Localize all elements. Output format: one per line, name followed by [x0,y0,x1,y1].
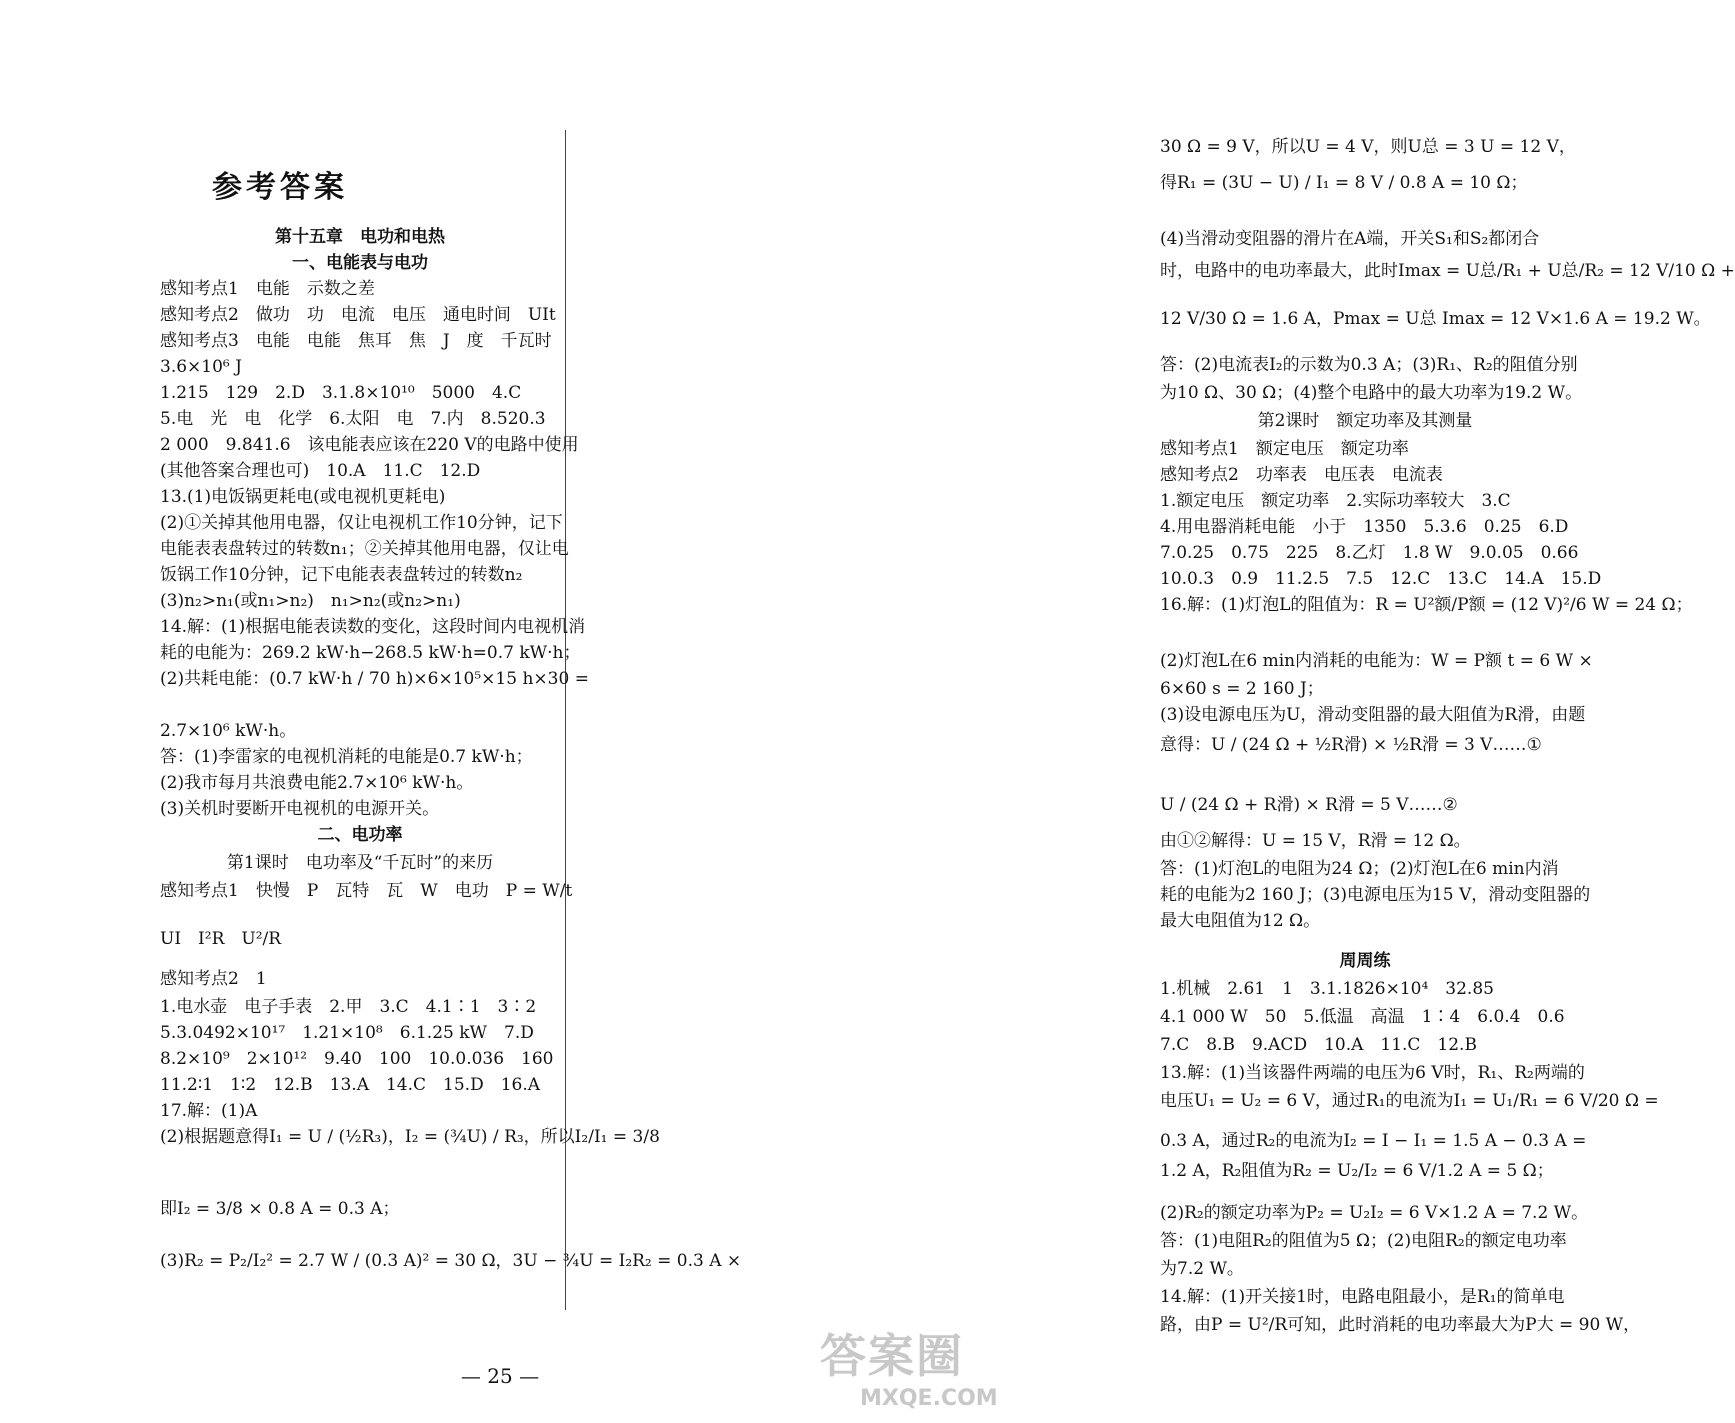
watermark-text: 答案圈 [820,1329,964,1383]
left-line: 二、电功率 [317,825,403,845]
right-line: 14.解：(1)开关接1时，电路电阻最小，是R₁的简单电 [1160,1287,1565,1307]
right-line: U / (24 Ω + R滑) × R滑 = 5 V……② [1160,795,1458,815]
watermark-url: MXQE.COM [860,1386,998,1411]
left-line: (3)关机时要断开电视机的电源开关。 [160,799,440,819]
right-line: 得R₁ = (3U − U) / I₁ = 8 V / 0.8 A = 10 Ω； [1160,173,1528,193]
right-line: 0.3 A，通过R₂的电流为I₂ = I − I₁ = 1.5 A − 0.3 A = [1160,1131,1587,1151]
left-line: 11.2∶1 1∶2 12.B 13.A 14.C 15.D 16.A [160,1075,541,1095]
right-line: 4.用电器消耗电能 小于 1350 5.3.6 0.25 6.D [1160,517,1569,537]
right-line: 意得：U / (24 Ω + ½R滑) × ½R滑 = 3 V……① [1160,735,1542,755]
left-line: 饭锅工作10分钟，记下电能表表盘转过的转数n₂ [160,565,523,585]
left-line: 耗的电能为：269.2 kW·h−268.5 kW·h=0.7 kW·h； [160,643,581,663]
left-line: (2)共耗电能：(0.7 kW·h / 70 h)×6×10⁵×15 h×30 = [160,669,589,689]
left-line: 感知考点3 电能 电能 焦耳 焦 J 度 千瓦时 [160,331,552,351]
left-line: UI I²R U²/R [160,929,282,949]
right-line: 耗的电能为2 160 J；(3)电源电压为15 V，滑动变阻器的 [1160,885,1591,905]
right-line: 答：(1)灯泡L的电阻为24 Ω；(2)灯泡L在6 min内消 [1160,859,1559,879]
left-line: 13.(1)电饭锅更耗电(或电视机更耗电) [160,487,446,507]
left-line: (2)我市每月共浪费电能2.7×10⁶ kW·h。 [160,773,474,793]
right-line: 为7.2 W。 [1160,1259,1244,1279]
left-line: 第十五章 电功和电热 [275,227,445,247]
left-line: (2)根据题意得I₁ = U / (½R₃)，I₂ = (¾U) / R₃，所以I₂/I₁ = 3/8 [160,1127,660,1147]
right-line: 由①②解得：U = 15 V，R滑 = 12 Ω。 [1160,831,1471,851]
right-line: 第2课时 额定功率及其测量 [1257,411,1473,431]
page-title: 参考答案 [212,170,348,205]
left-line: 5.电 光 电 化学 6.太阳 电 7.内 8.520.3 [160,409,546,429]
left-line: 感知考点2 做功 功 电流 电压 通电时间 UIt [160,305,556,325]
left-line: 答：(1)李雷家的电视机消耗的电能是0.7 kW·h； [160,747,533,767]
right-line: 答：(2)电流表I₂的示数为0.3 A；(3)R₁、R₂的阻值分别 [1160,355,1578,375]
right-line: (2)灯泡L在6 min内消耗的电能为：W = P额 t = 6 W × [1160,651,1593,671]
left-line: (2)①关掉其他用电器，仅让电视机工作10分钟，记下 [160,513,563,533]
right-line: 13.解：(1)当该器件两端的电压为6 V时，R₁、R₂两端的 [1160,1063,1585,1083]
right-line: 7.0.25 0.75 225 8.乙灯 1.8 W 9.0.05 0.66 [1160,543,1579,563]
left-line: 1.215 129 2.D 3.1.8×10¹⁰ 5000 4.C [160,383,522,403]
right-line: 1.2 A，R₂阻值为R₂ = U₂/I₂ = 6 V/1.2 A = 5 Ω； [1160,1161,1554,1181]
right-line: 1.机械 2.61 1 3.1.1826×10⁴ 32.85 [1160,979,1494,999]
right-line: (4)当滑动变阻器的滑片在A端，开关S₁和S₂都闭合 [1160,229,1540,249]
left-line: (3)R₂ = P₂/I₂² = 2.7 W / (0.3 A)² = 30 Ω，3U − ¾U = I₂R₂ = 0.3 A × [160,1251,742,1271]
left-line: 电能表表盘转过的转数n₁；②关掉其他用电器，仅让电 [160,539,569,559]
right-line: 感知考点2 功率表 电压表 电流表 [1160,465,1443,485]
right-line: 4.1 000 W 50 5.低温 高温 1∶4 6.0.4 0.6 [1160,1007,1565,1027]
right-line: 时，电路中的电功率最大，此时Imax = U总/R₁ + U总/R₂ = 12 V/10 Ω + [1160,261,1735,281]
right-line: 路，由P = U²/R可知，此时消耗的电功率最大为P大 = 90 W， [1160,1315,1641,1335]
left-line: 17.解：(1)A [160,1101,258,1121]
right-line: 7.C 8.B 9.ACD 10.A 11.C 12.B [1160,1035,1477,1055]
right-line: 电压U₁ = U₂ = 6 V，通过R₁的电流为I₁ = U₁/R₁ = 6 V/20 Ω = [1160,1091,1659,1111]
left-line: 感知考点2 1 [160,969,267,989]
left-line: 一、电能表与电功 [292,253,428,273]
left-line: 3.6×10⁶ J [160,357,242,377]
right-line: 6×60 s = 2 160 J； [1160,679,1324,699]
left-line: 5.3.0492×10¹⁷ 1.21×10⁸ 6.1.25 kW 7.D [160,1023,534,1043]
right-line: 30 Ω = 9 V，所以U = 4 V，则U总 = 3 U = 12 V， [1160,137,1576,157]
left-line: 14.解：(1)根据电能表读数的变化，这段时间内电视机消 [160,617,586,637]
right-line: (2)R₂的额定功率为P₂ = U₂I₂ = 6 V×1.2 A = 7.2 W。 [1160,1203,1589,1223]
left-line: 第1课时 电功率及“千瓦时”的来历 [226,853,494,873]
right-line: 答：(1)电阻R₂的阻值为5 Ω；(2)电阻R₂的额定电功率 [1160,1231,1567,1251]
left-line: 2.7×10⁶ kW·h。 [160,721,297,741]
right-line: 12 V/30 Ω = 1.6 A，Pmax = U总 Imax = 12 V×1.6 A = 19.2 W。 [1160,309,1711,329]
watermark-logo [820,1320,998,1415]
right-line: 为10 Ω、30 Ω；(4)整个电路中的最大功率为19.2 W。 [1160,383,1583,403]
right-line: 感知考点1 额定电压 额定功率 [1160,439,1409,459]
left-line: (3)n₂>n₁(或n₁>n₂) n₁>n₂(或n₂>n₁) [160,591,461,611]
right-line: 周周练 [1339,951,1391,971]
left-line: 8.2×10⁹ 2×10¹² 9.40 100 10.0.036 160 [160,1049,554,1069]
right-line: (3)设电源电压为U，滑动变阻器的最大阻值为R滑，由题 [1160,705,1586,725]
right-line: 16.解：(1)灯泡L的阻值为：R = U²额/P额 = (12 V)²/6 W = 24 Ω； [1160,595,1693,615]
left-line: 即I₂ = 3/8 × 0.8 A = 0.3 A； [160,1199,400,1219]
page-number: — 25 — [460,1364,540,1388]
left-line: 感知考点1 快慢 P 瓦特 瓦 W 电功 P = W/t [160,881,573,901]
right-line: 1.额定电压 额定功率 2.实际功率较大 3.C [1160,491,1511,511]
right-line: 最大电阻值为12 Ω。 [1160,911,1321,931]
left-line: 1.电水壶 电子手表 2.甲 3.C 4.1∶1 3∶2 [160,997,537,1017]
left-line: 2 000 9.841.6 该电能表应该在220 V的电路中使用 [160,435,579,455]
left-line: 感知考点1 电能 示数之差 [160,279,375,299]
left-line: (其他答案合理也可) 10.A 11.C 12.D [160,461,481,481]
right-line: 10.0.3 0.9 11.2.5 7.5 12.C 13.C 14.A 15.D [1160,569,1602,589]
